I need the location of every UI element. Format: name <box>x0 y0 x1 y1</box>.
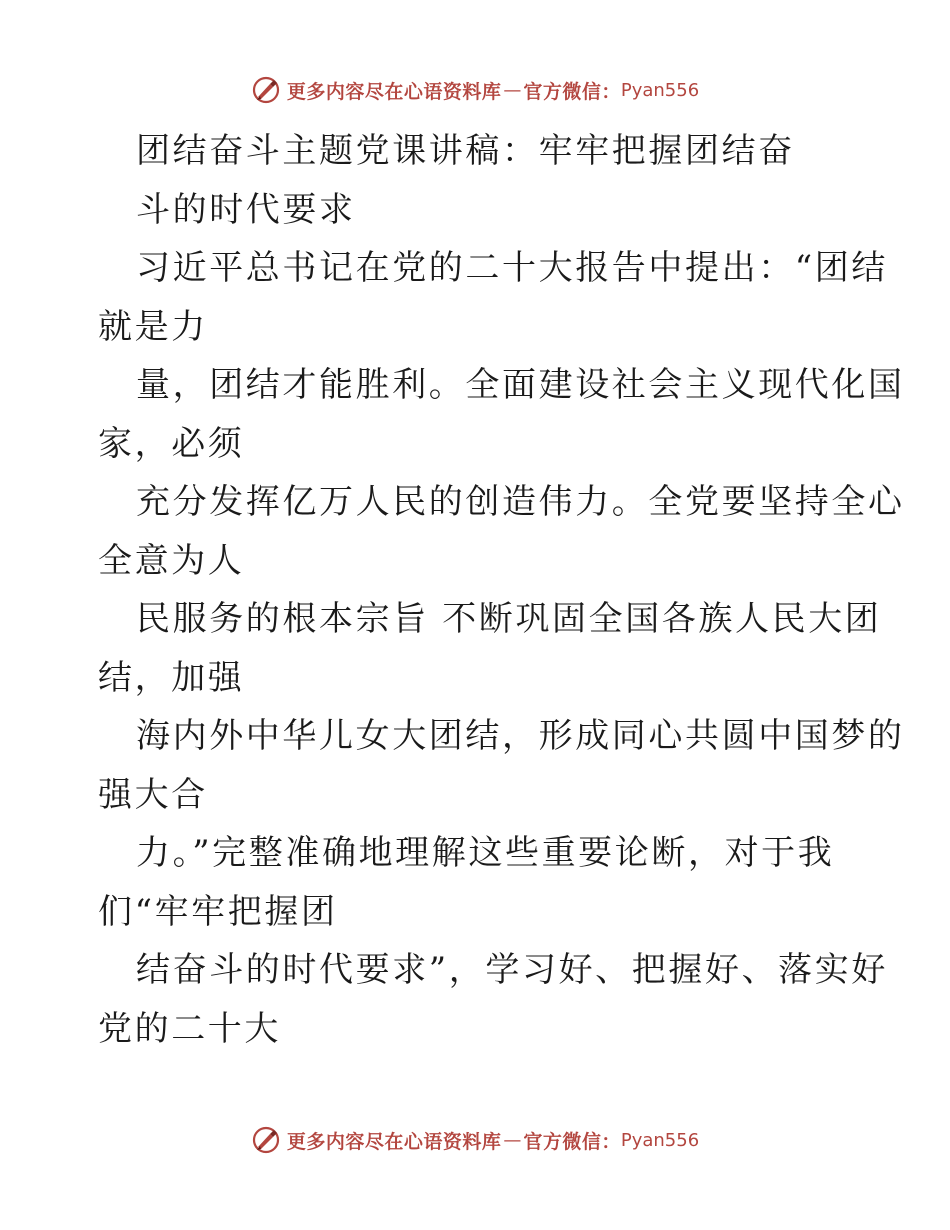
paragraph-line: 结奋斗的时代要求”，学习好、把握好、落实好 <box>136 950 888 990</box>
watermark-text: 更多内容尽在心语资料库 <box>286 1130 502 1153</box>
watermark-account: Pyan556 <box>620 79 700 101</box>
paragraph-line: 量，团结才能胜利。全面建设社会主义现代化国 <box>136 365 905 405</box>
paragraph-line: 们“牢牢把握团 <box>98 891 338 932</box>
paragraph-line: 强大合 <box>98 774 208 815</box>
paragraph-line: 力。”完整准确地理解这些重要论断，对于我 <box>136 833 835 873</box>
header-watermark <box>0 72 950 108</box>
paragraph-line: 习近平总书记在党的二十大报告中提出：“团结 <box>136 248 888 288</box>
paragraph-line: 就是力 <box>98 306 208 347</box>
document-title-line: 团结奋斗主题党课讲稿：牢牢把握团结奋 <box>136 131 795 171</box>
watermark-account: Pyan556 <box>620 1129 700 1151</box>
brush-pen-logo-icon <box>251 1125 281 1155</box>
paragraph-line: 结，加强 <box>98 657 245 698</box>
brush-pen-logo-icon <box>251 75 281 105</box>
paragraph-line: 民服务的根本宗旨 不断巩固全国各族人民大团 <box>136 599 882 639</box>
paragraph-line: 家，必须 <box>98 423 245 464</box>
watermark-dash: — <box>503 1129 522 1151</box>
watermark-dash: — <box>503 79 522 101</box>
document-body <box>98 122 905 1058</box>
watermark-label: 官方微信： <box>523 1130 621 1153</box>
paragraph-line: 党的二十大 <box>98 1008 281 1049</box>
footer-watermark <box>0 1122 950 1158</box>
paragraph-line: 海内外中华儿女大团结，形成同心共圆中国梦的 <box>136 716 905 756</box>
paragraph-line: 充分发挥亿万人民的创造伟力。全党要坚持全心 <box>136 482 905 522</box>
watermark-text: 更多内容尽在心语资料库 <box>286 80 502 103</box>
paragraph-line: 全意为人 <box>98 540 245 581</box>
watermark-label: 官方微信： <box>523 80 621 103</box>
document-title-line: 斗的时代要求 <box>136 189 356 230</box>
